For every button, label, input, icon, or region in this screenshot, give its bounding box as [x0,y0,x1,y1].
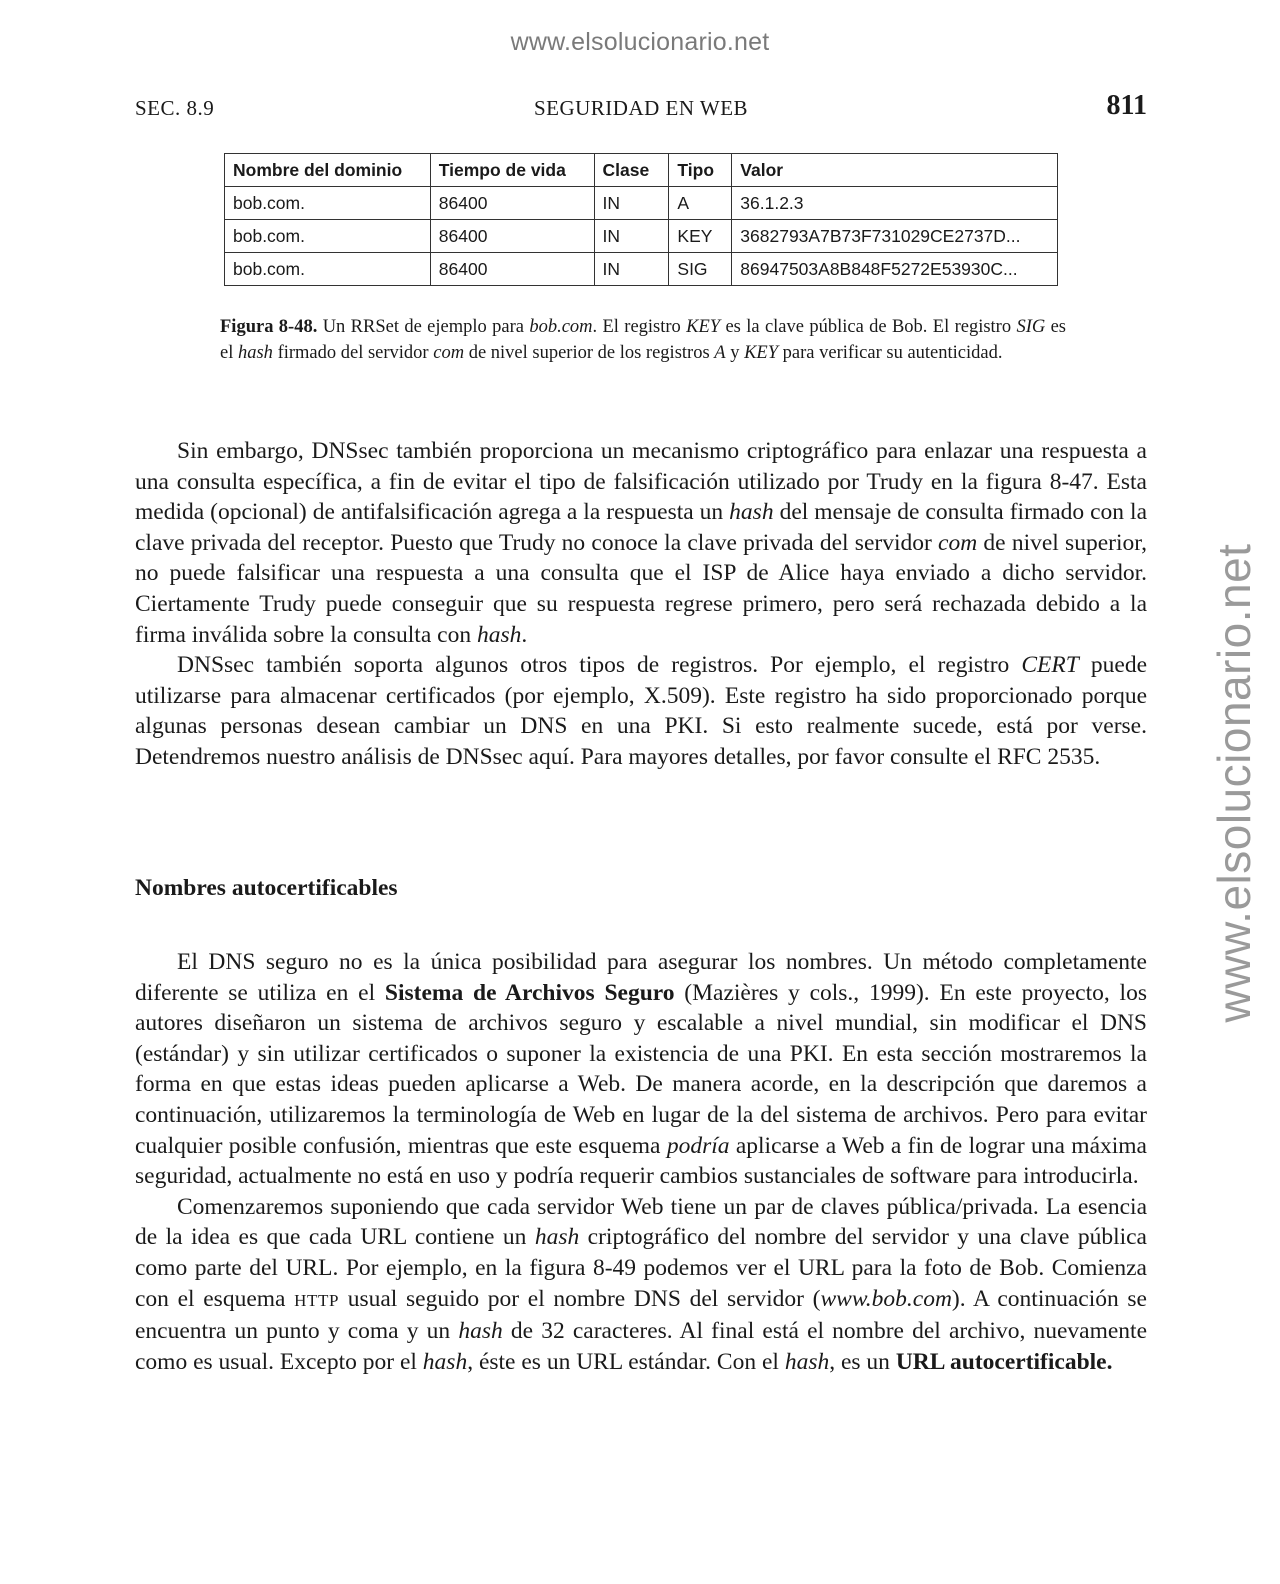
caption-text: Un RRSet de ejemplo para [317,317,530,337]
paragraph [135,650,1147,772]
caption-emphasis: SIG [1016,317,1046,337]
emphasis: hash [476,621,522,648]
table-cell: IN [594,220,669,253]
figure-caption [220,314,1066,366]
caption-text: es la clave pública de Bob. El registro [720,317,1017,337]
table-cell: KEY [669,220,732,253]
body-section-dnssec [135,436,1147,773]
running-head [135,92,1147,126]
caption-text: firmado del servidor [272,343,434,363]
watermark-side: www.elsolucionario.net [1208,543,1260,1023]
text-run: usual seguido por el nombre DNS del servidor ( [339,1285,821,1312]
chapter-title: SEGURIDAD EN WEB [533,96,749,120]
emphasis: hash [729,499,774,526]
text-run: de nivel superior, no puede falsificar una respuesta a una consulta que el ISP de Alice haya enviado a dicho servidor. Ciertamente Trudy puede conseguir que su respuesta regrese primero, pero será rechazada debido a la firma inválida sobre la consulta con [135,529,1147,648]
column-header: Nombre del dominio [225,154,431,187]
text-run: de 32 caracteres. Al final está el nombre del archivo, nuevamente como es usual. Excepto por el [135,1318,1148,1375]
figure-label: Figura 8-48. [220,317,318,337]
caption-emphasis: KEY [686,317,721,337]
text-run: DNSsec también soporta algunos otros tipos de registros. Por ejemplo, el registro [177,652,1022,679]
text-run: ). A continuación se encuentra un punto y coma y un [135,1285,1147,1345]
table-row [225,187,1058,220]
table-header-row [225,154,1058,187]
table-cell: 86400 [430,220,594,253]
caption-emphasis: hash [237,343,273,363]
table-cell: bob.com. [225,220,431,253]
text-run: aplicarse a Web a fin de lograr una máxima seguridad, actualmente no está en uso y podría requerir cambios sustanciales de software para introducirla. [135,1132,1147,1190]
emphasis: com [938,529,978,556]
section-heading: Nombres autocertificables [135,875,398,901]
table-cell: IN [594,253,669,286]
bold-term: Sistema de Archivos Seguro [384,979,675,1006]
body-section-self-certifying [135,947,1147,1377]
table-cell: 86400 [430,187,594,220]
caption-text: y [725,343,745,363]
table-row [225,220,1058,253]
bold-term: URL autocertificable. [895,1348,1113,1375]
text-run: , es un [829,1348,896,1375]
section-number: SEC. 8.9 [135,96,215,120]
column-header: Tipo [669,154,732,187]
caption-text: para verificar su autenticidad. [778,343,1003,363]
emphasis: www.bob.com [820,1285,952,1312]
caption-emphasis: com [433,343,465,363]
table-cell: 86947503A8B848F5272E53930C... [732,253,1058,286]
table-cell: bob.com. [225,253,431,286]
table-cell: bob.com. [225,187,431,220]
column-header: Valor [732,154,1058,187]
emphasis: hash [422,1348,468,1375]
text-run: Sin embargo, DNSsec también proporciona un mecanismo criptográfico para enlazar una respuesta a una consulta específica, a fin de evitar el tipo de falsificación utilizado por Trudy en la figura 8-47. Esta medida (opcional) de antifalsificación agrega a la respuesta un [135,438,1147,526]
table-cell: A [669,187,732,220]
text-run: puede utilizarse para almacenar certificados (por ejemplo, X.509). Este registro ha sido proporcionado porque algunas personas desean cambiar un DNS en una PKI. Si esto realmente sucede, está por verse. Detendremos nuestro análisis de DNSsec aquí. Para mayores detalles, por favor consulte el RFC 2535. [135,652,1147,770]
caption-text: es el [220,317,1067,363]
table-cell: 3682793A7B73F731029CE2737D... [732,220,1058,253]
text-run: Comenzaremos suponiendo que cada servidor Web tiene un par de claves pública/privada. La esencia de la idea es que cada URL contiene un [135,1193,1147,1251]
text-run: El DNS seguro no es la única posibilidad para asegurar los nombres. Un método completamente diferente se utiliza en el [135,949,1147,1006]
emphasis: CERT [1021,652,1079,679]
paragraph [135,436,1147,650]
caption-emphasis: KEY [744,343,779,363]
column-header: Clase [594,154,669,187]
caption-text: de nivel superior de los registros [464,343,715,363]
column-header: Tiempo de vida [430,154,594,187]
page-number: 811 [1106,90,1147,121]
table-cell: SIG [669,253,732,286]
table-cell: IN [594,187,669,220]
table-cell: 36.1.2.3 [732,187,1058,220]
table-row [225,253,1058,286]
small-caps: HTTP [294,1290,340,1310]
caption-emphasis: bob.com [529,317,593,337]
text-run: (Mazières y cols., 1999). En este proyecto, los autores diseñaron un sistema de archivos seguro y escalable a nivel mundial, sin modificar el DNS (estándar) y sin utilizar certificados o suponer la existencia de una PKI. En esta sección mostraremos la forma en que estas ideas pueden aplicarse a Web. De manera acorde, en la descripción que daremos a continuación, utilizaremos la terminología de Web en lugar de la del sistema de archivos. Pero para evitar cualquier posible confusión, mientras que este esquema [135,979,1147,1159]
paragraph [135,947,1147,1192]
caption-emphasis: A [714,343,726,363]
emphasis: hash [784,1348,830,1375]
text-run: . [521,621,528,648]
caption-text: . El registro [592,317,687,337]
paragraph [135,1192,1147,1378]
text-run: del mensaje de consulta firmado con la clave privada del receptor. Puesto que Trudy no conoce la clave privada del servidor [135,499,1147,556]
text-run: , éste es un URL estándar. Con el [467,1348,785,1375]
text-run: criptográfico del nombre del servidor y una clave pública como parte del URL. Por ejemplo, en la figura 8-49 podemos ver el URL para la foto de Bob. Comienza con el esquema [135,1224,1147,1312]
table-cell: 86400 [430,253,594,286]
emphasis: hash [534,1224,580,1251]
rrset-table [224,153,1058,286]
emphasis: hash [458,1318,503,1345]
emphasis: podría [666,1132,730,1159]
watermark-top: www.elsolucionario.net [510,28,770,56]
